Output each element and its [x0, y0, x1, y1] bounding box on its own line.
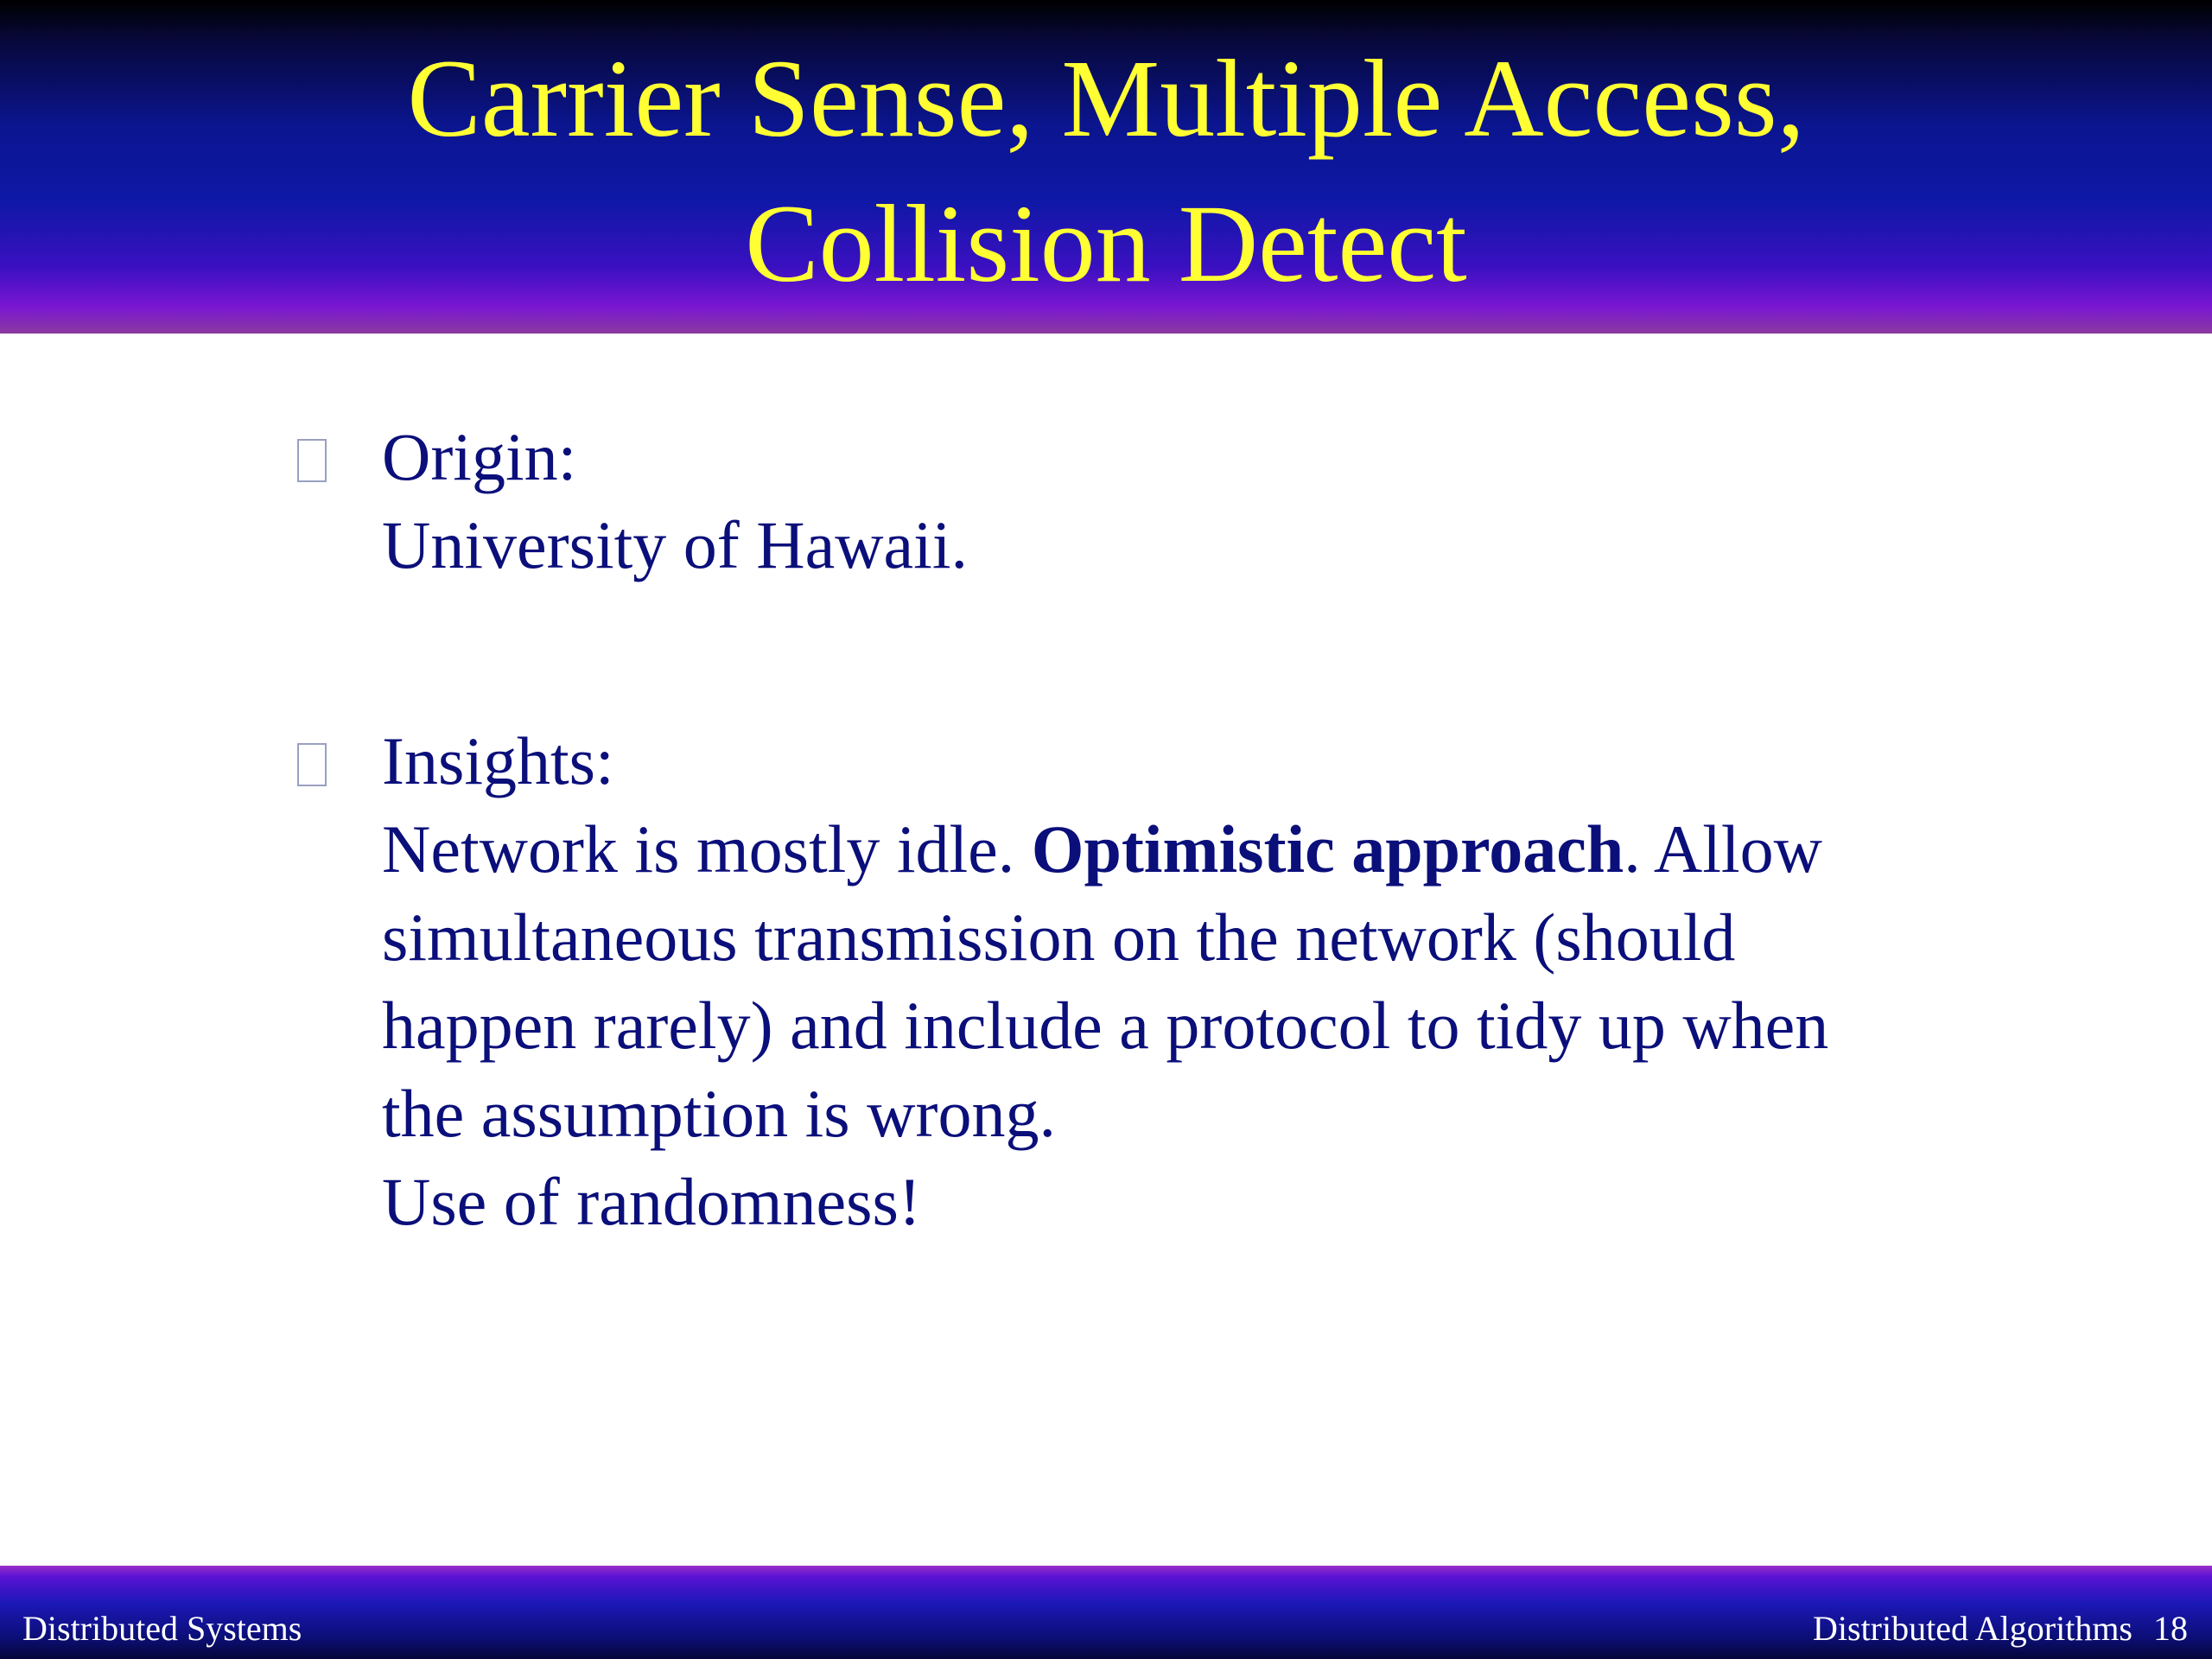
page-number: 18 — [2153, 1609, 2188, 1648]
body-text: Network is mostly idle. — [382, 811, 1032, 887]
bullet-square-icon — [297, 743, 327, 786]
bullet-body-line: the assumption is wrong. — [382, 1076, 1056, 1151]
bullet-square-icon — [297, 439, 327, 482]
bullet-heading: Origin: — [382, 419, 577, 494]
footer-section-name: Distributed Algorithms — [1813, 1609, 2133, 1648]
bullet-insights-text — [382, 717, 2024, 1246]
footer-band — [0, 1566, 2212, 1659]
body-text: . Allow — [1624, 811, 1822, 887]
slide-title-line-2: Collision Detect — [745, 182, 1467, 305]
bullet-origin-text — [382, 413, 2024, 589]
footer-section — [1813, 1607, 2188, 1650]
bullet-body-line: happen rarely) and include a protocol to tidy up when — [382, 988, 1829, 1063]
bullet-body-line: University of Hawaii. — [382, 507, 969, 582]
header-band — [0, 0, 2212, 334]
emphasis-text: Optimistic approach — [1031, 811, 1624, 887]
bullet-body-line — [382, 805, 2024, 893]
footer-course-name: Distributed Systems — [22, 1609, 302, 1648]
bullet-heading: Insights: — [382, 723, 614, 798]
bullet-body-line: simultaneous transmission on the network (should — [382, 899, 1736, 975]
bullet-body-line: Use of randomness! — [382, 1164, 921, 1239]
slide-title — [0, 26, 2212, 316]
slide-title-line-1: Carrier Sense, Multiple Access, — [407, 37, 1805, 160]
